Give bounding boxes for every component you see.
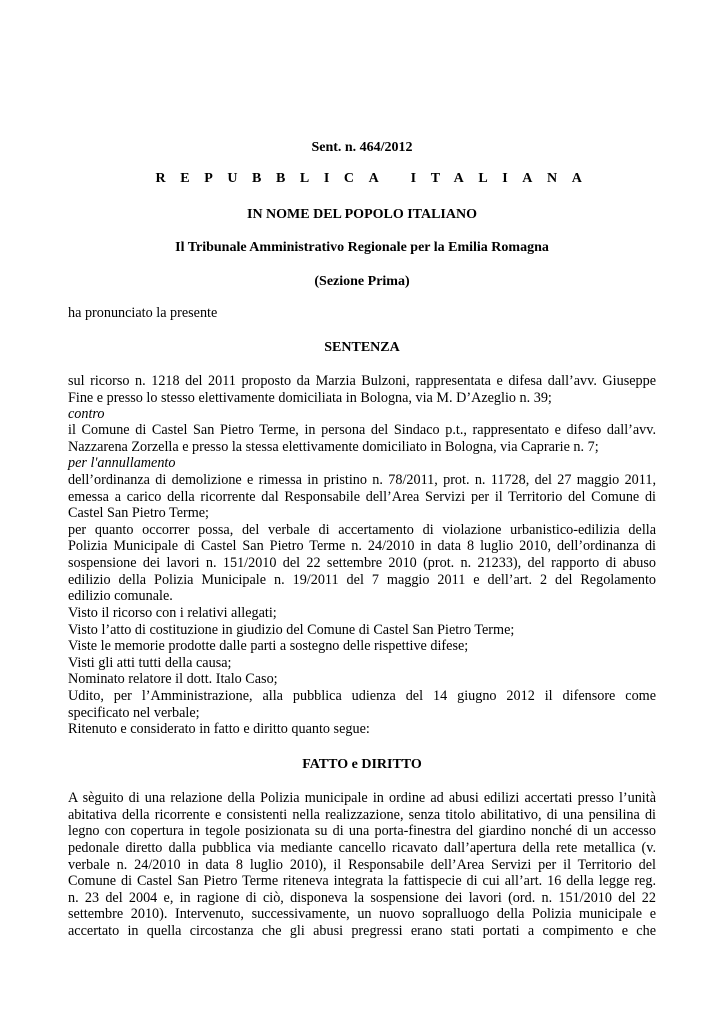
fatto-line: abitativa della ricorrente e consistenti nella realizzazione, senza titolo abilitativo, di una pensilina di bbox=[68, 807, 656, 823]
body-line: specificato nel verbale; bbox=[68, 705, 200, 721]
body-line: Polizia Municipale di Castel San Pietro Terme n. 24/2010 in data 8 luglio 2010, dell’ordinanza di bbox=[68, 538, 656, 554]
body-line: Castel San Pietro Terme; bbox=[68, 505, 209, 521]
body-line: dell’ordinanza di demolizione e rimessa in pristino n. 78/2011, prot. n. 11728, del 27 maggio 2011, bbox=[68, 472, 656, 488]
pronounced-line: ha pronunciato la presente bbox=[68, 305, 218, 321]
fatto-line: accertato in quella circostanza che gli abusi pregressi erano stati portati a compimento e che bbox=[68, 923, 656, 939]
body-line: edilizio della Polizia Municipale n. 19/2011 del 7 maggio 2011 e dell’art. 2 del Regolamento bbox=[68, 572, 656, 588]
body-line: Visti gli atti tutti della causa; bbox=[68, 655, 232, 671]
fatto-line: verbale n. 24/2010 in data 8 luglio 2010), il Responsabile dell’Area Servizi per il Territorio del bbox=[68, 857, 656, 873]
body-line: Nazzarena Zorzella e presso la stessa elettivamente domiciliato in Bologna, via Caprarie n. 7; bbox=[68, 439, 599, 455]
fatto-line: settembre 2010). Intervenuto, successivamente, un nuovo sopralluogo della Polizia municipale e bbox=[68, 906, 656, 922]
body-line: Fine e presso lo stesso elettivamente domiciliata in Bologna, via M. D’Azeglio n. 39; bbox=[68, 390, 552, 406]
body-line: edilizio comunale. bbox=[68, 588, 173, 604]
fatto-diritto-title: FATTO e DIRITTO bbox=[302, 757, 422, 772]
fatto-line: legno con copertura in tegole posizionata su di una porta-finestra del giardino nonché di un accesso bbox=[68, 823, 656, 839]
section-heading: (Sezione Prima) bbox=[314, 274, 410, 289]
body-line: il Comune di Castel San Pietro Terme, in persona del Sindaco p.t., rappresentato e difeso dall’avv. bbox=[68, 422, 656, 438]
body-line: Visto l’atto di costituzione in giudizio del Comune di Castel San Pietro Terme; bbox=[68, 622, 515, 638]
body-line: Viste le memorie prodotte dalle parti a sostegno delle rispettive difese; bbox=[68, 638, 469, 654]
body-line: emessa a carico della ricorrente dal Responsabile dell’Area Servizi per il Territorio del Comune di bbox=[68, 489, 656, 505]
fatto-line: n. 23 del 2004 e, in ragione di ciò, disponeva la sospensione dei lavori (ord. n. 151/2010 del 22 bbox=[68, 890, 656, 906]
sentenza-title: SENTENZA bbox=[324, 340, 400, 355]
republic-heading: REPUBBLICA ITALIANA bbox=[155, 171, 597, 186]
sentence-number: Sent. n. 464/2012 bbox=[311, 140, 413, 155]
body-line: per quanto occorrer possa, del verbale di accertamento di violazione urbanistico-edilizia della bbox=[68, 522, 656, 538]
body-line: sospensione dei lavori n. 151/2010 del 22 settembre 2010 (prot. n. 21233), del rapporto di abuso bbox=[68, 555, 656, 571]
body-line: Visto il ricorso con i relativi allegati; bbox=[68, 605, 277, 621]
in-name-heading: IN NOME DEL POPOLO ITALIANO bbox=[247, 207, 477, 222]
body-line: Ritenuto e considerato in fatto e diritto quanto segue: bbox=[68, 721, 370, 737]
fatto-line: A sèguito di una relazione della Polizia municipale in ordine ad abusi edilizi accertati presso l’unità bbox=[68, 790, 656, 806]
tribunal-heading: Il Tribunale Amministrativo Regionale per la Emilia Romagna bbox=[175, 240, 549, 255]
body-line: sul ricorso n. 1218 del 2011 proposto da Marzia Bulzoni, rappresentata e difesa dall’avv. Giuseppe bbox=[68, 373, 656, 389]
body-line-contro: contro bbox=[68, 406, 105, 422]
body-line: Nominato relatore il dott. Italo Caso; bbox=[68, 671, 278, 687]
fatto-line: pedonale diretto dalla pubblica via mediante cancello ricavato dall’apertura della rete metallica (v. bbox=[68, 840, 656, 856]
fatto-line: Comune di Castel San Pietro Terme riteneva integrata la fattispecie di cui all’art. 16 della legge reg. bbox=[68, 873, 656, 889]
body-line: Udito, per l’Amministrazione, alla pubblica udienza del 14 giugno 2012 il difensore come bbox=[68, 688, 656, 704]
body-line-per-annullamento: per l'annullamento bbox=[68, 455, 176, 471]
